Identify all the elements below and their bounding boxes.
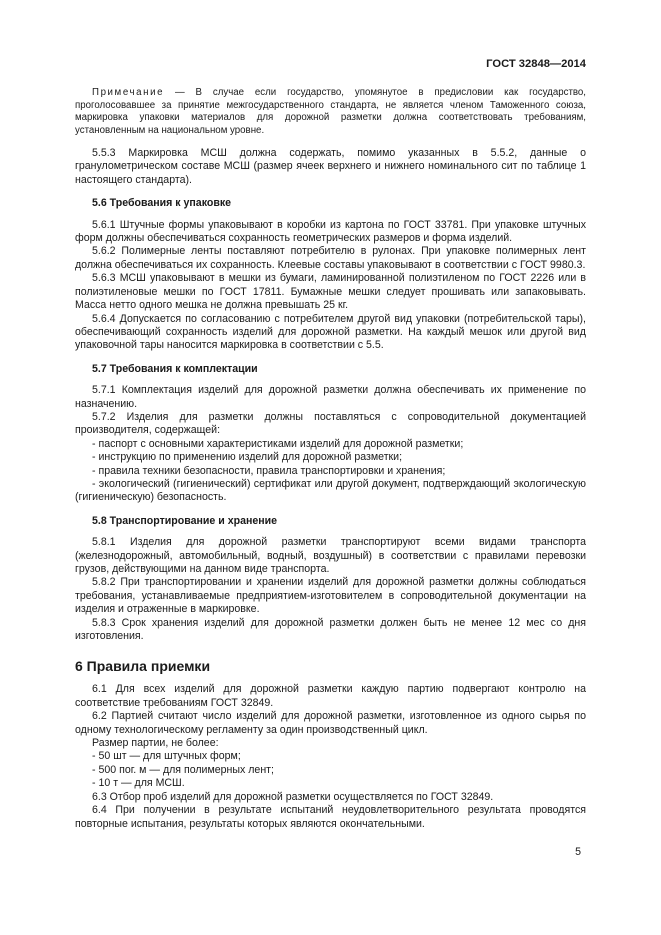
paragraph-5-6-3: 5.6.3 МСШ упаковывают в мешки из бумаги, ламинированной полиэтиленом по ГОСТ 2226 или в полиэтиленовые мешки по ГОСТ 17811. Бумажные мешки следует прошивать или запаковывать. Масса нетто одного мешка не должна превышать 25 кг. xyxy=(75,272,586,312)
list-item: - инструкцию по применению изделий для дорожной разметки; xyxy=(92,451,403,464)
list-item: - 10 т — для МСШ. xyxy=(92,777,185,790)
paragraph-5-7-2: 5.7.2 Изделия для разметки должны поставляться с сопроводительной документацией производителя, содержащей: xyxy=(75,410,586,437)
note-text: — В случае если государство, упомянутое в предисловии как государство, проголосовавшее за принятие межгосударственного стандарта, не является членом Таможенного союза, маркировка упаковки материалов для дорожной разметки должна соответствовать требованиям, установленным на национальном уровне. xyxy=(75,87,586,136)
list-item: - экологический (гигиенический) сертификат или другой документ, подтверждающий экологическую (гигиеническую) безопасность. xyxy=(75,477,586,504)
paragraph-6-1: 6.1 Для всех изделий для дорожной разметки каждую партию подвергают контролю на соответствие требованиям ГОСТ 32849. xyxy=(75,683,586,709)
list-item: - 500 пог. м — для полимерных лент; xyxy=(92,763,274,776)
list-item: - 50 шт — для штучных форм; xyxy=(92,750,241,763)
paragraph-5-8-2: 5.8.2 При транспортировании и хранении изделий для дорожной разметки должны соблюдаться требования, устанавливаемые предприятием-изготовителем в сопроводительной документации на изделия и отраженные в маркировке. xyxy=(75,576,586,616)
batch-size-label: Размер партии, не более: xyxy=(92,737,219,750)
note-lead: Примечание xyxy=(92,87,165,99)
paragraph-5-6-4: 5.6.4 Допускается по согласованию с потребителем другой вид упаковки (потребительской тары), обеспечивающий сохранность изделий для дорожной разметки. На каждый мешок или другой вид упаковочной тары наносится маркировка в соответствии с 5.5. xyxy=(75,312,586,352)
paragraph-5-5-3: 5.5.3 Маркировка МСШ должна содержать, помимо указанных в 5.5.2, данные о гранулометрическом составе МСШ (размер ячеек верхнего и нижнего номинального сит по таблице 1 настоящего стандарта). xyxy=(75,147,586,186)
section-heading-5-6: 5.6 Требования к упаковке xyxy=(92,197,232,210)
paragraph-6-4: 6.4 При получении в результате испытаний неудовлетворительного результата проводятся повторные испытания, результаты которых являются окончательными. xyxy=(75,804,586,830)
list-item: - паспорт с основными характеристиками изделий для дорожной разметки; xyxy=(92,437,464,450)
paragraph-5-8-1: 5.8.1 Изделия для дорожной разметки транспортируют всеми видами транспорта (железнодорожный, автомобильный, водный, воздушный) в соответствии с правилами перевозки грузов, действующими на данном виде транспорта. xyxy=(75,536,586,575)
note-paragraph xyxy=(75,87,586,137)
section-heading-5-7: 5.7 Требования к комплектации xyxy=(92,362,258,375)
paragraph-6-3: 6.3 Отбор проб изделий для дорожной разметки осуществляется по ГОСТ 32849. xyxy=(92,790,494,803)
paragraph-5-7-1: 5.7.1 Комплектация изделий для дорожной разметки должна обеспечивать их применение по назначению. xyxy=(75,384,586,410)
document-header: ГОСТ 32848—2014 xyxy=(486,58,586,70)
paragraph-6-2: 6.2 Партией считают число изделий для дорожной разметки, изготовленное из одного сырья по одному технологическому регламенту за один производственный цикл. xyxy=(75,710,586,736)
page-number: 5 xyxy=(575,846,581,858)
list-item: - правила техники безопасности, правила транспортировки и хранения; xyxy=(92,464,446,477)
section-heading-6: 6 Правила приемки xyxy=(75,658,211,675)
paragraph-5-6-2: 5.6.2 Полимерные ленты поставляют потребителю в рулонах. При упаковке полимерных лент должна обеспечиваться их сохранность. Клеевые составы упаковывают в соответствии с ГОСТ 9980.3. xyxy=(75,245,586,271)
paragraph-5-8-3: 5.8.3 Срок хранения изделий для дорожной разметки должен быть не менее 12 мес со дня изготовления. xyxy=(75,616,586,643)
section-heading-5-8: 5.8 Транспортирование и хранение xyxy=(92,514,278,527)
paragraph-5-6-1: 5.6.1 Штучные формы упаковывают в коробки из картона по ГОСТ 33781. При упаковке штучных форм должны обеспечиваться сохранность геометрических размеров и форма изделий. xyxy=(75,218,586,245)
